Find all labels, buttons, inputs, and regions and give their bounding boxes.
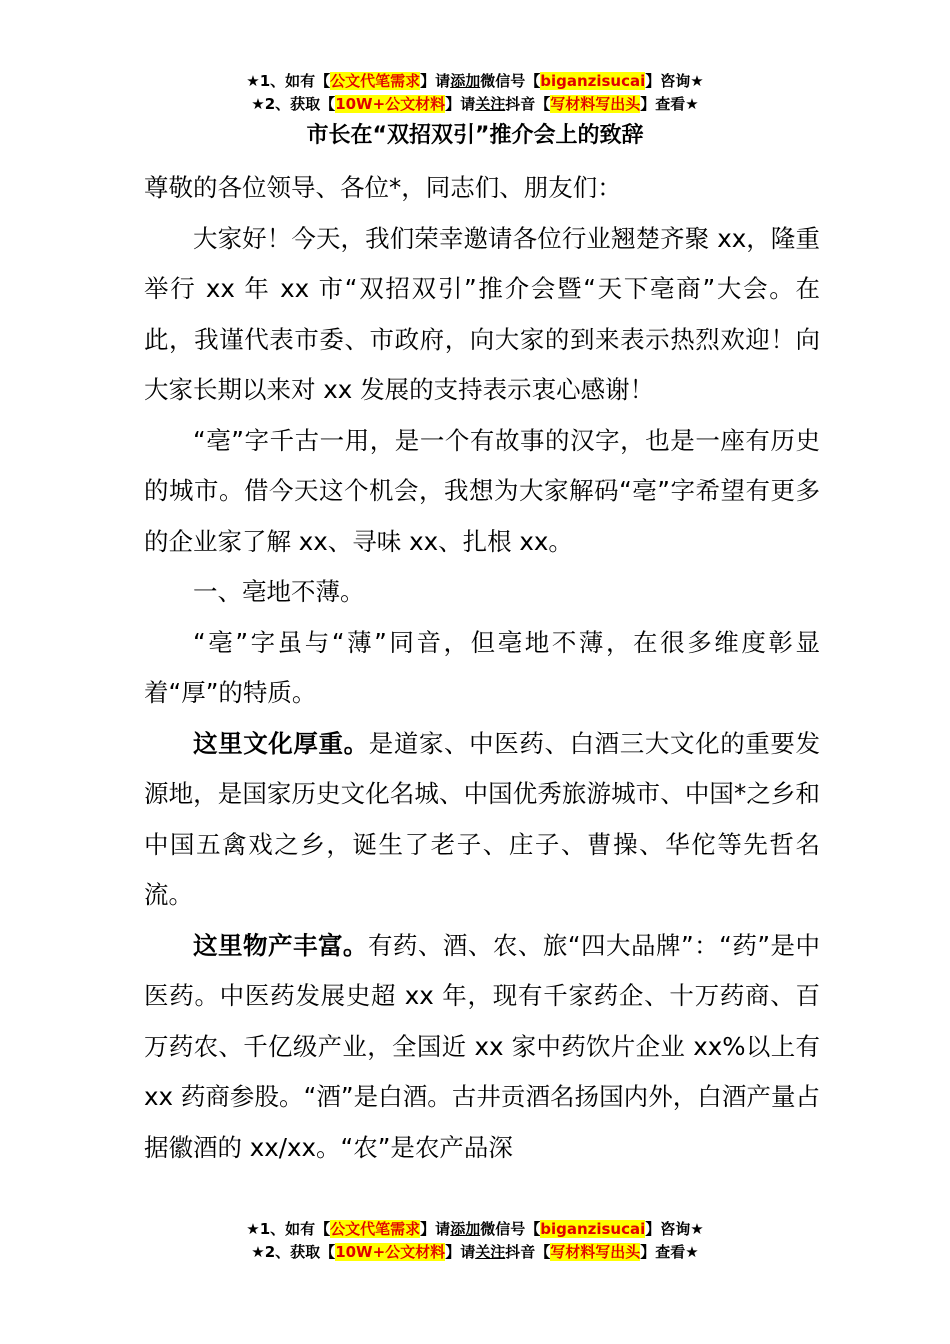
section-heading-1: 一、亳地不薄。 — [193, 577, 365, 606]
header-highlight-materials: 10W+公文材料 — [335, 95, 446, 113]
header-banner — [0, 70, 950, 116]
paragraph-products: 这里物产丰富。有药、酒、农、旅“四大品牌”：“药”是中医药。中医药发展史超 xx 年，现有千家药企、十万药商、百万药农、千亿级产业，全国近 xx 家中药饮片企业 xx%以上有 xx 药商参股。“酒”是白酒。古井贡酒名扬国内外，白酒产量占据徽酒的 xx/xx。“农”是农产品深 — [144, 930, 821, 1162]
paragraph-greeting: 大家好！今天，我们荣幸邀请各位行业翘楚齐聚 xx，隆重举行 xx 年 xx 市“双招双引”推介会暨“天下亳商”大会。在此，我谨代表市委、市政府，向大家的到来表示热烈欢迎！向大家长期以来对 xx 发展的支持表示衷心感谢！ — [144, 223, 820, 404]
header-highlight-service: 公文代笔需求 — [330, 72, 421, 90]
document-title: 市长在“双招双引”推介会上的致辞 — [306, 123, 644, 148]
header-highlight-wechat-id: biganzisucai — [540, 72, 646, 90]
footer-highlight-materials: 10W+公文材料 — [335, 1243, 446, 1261]
paragraph-intro: “亳”字千古一用，是一个有故事的汉字，也是一座有历史的城市。借今天这个机会，我想为大家解码“亳”字希望有更多的企业家了解 xx、寻味 xx、扎根 xx。 — [144, 425, 820, 556]
footer-banner — [0, 1218, 950, 1264]
footer-line-1: ★1、如有【公文代笔需求】请添加微信号【biganzisucai】咨询★ — [246, 1220, 704, 1238]
document-body — [144, 163, 820, 1173]
salutation: 尊敬的各位领导、各位*，同志们、朋友们： — [144, 173, 622, 202]
footer-highlight-wechat-id: biganzisucai — [540, 1220, 646, 1238]
header-line-2: ★2、获取【10W+公文材料】请关注抖音【写材料写出头】查看★ — [251, 95, 699, 113]
paragraph-culture: 这里文化厚重。是道家、中医药、白酒三大文化的重要发源地，是国家历史文化名城、中国优秀旅游城市、中国*之乡和中国五禽戏之乡，诞生了老子、庄子、曹操、华佗等先哲名流。 — [144, 728, 821, 909]
header-line-1: ★1、如有【公文代笔需求】请添加微信号【biganzisucai】咨询★ — [246, 72, 704, 90]
footer-highlight-service: 公文代笔需求 — [330, 1220, 421, 1238]
paragraph-culture-lead: 这里文化厚重。 — [193, 728, 369, 758]
header-highlight-douyin: 写材料写出头 — [550, 95, 641, 113]
paragraph-products-lead: 这里物产丰富。 — [193, 930, 368, 960]
footer-highlight-douyin: 写材料写出头 — [550, 1243, 641, 1261]
paragraph-section-1: “亳”字虽与“薄”同音，但亳地不薄，在很多维度彰显着“厚”的特质。 — [144, 627, 820, 707]
footer-line-2: ★2、获取【10W+公文材料】请关注抖音【写材料写出头】查看★ — [251, 1243, 699, 1261]
